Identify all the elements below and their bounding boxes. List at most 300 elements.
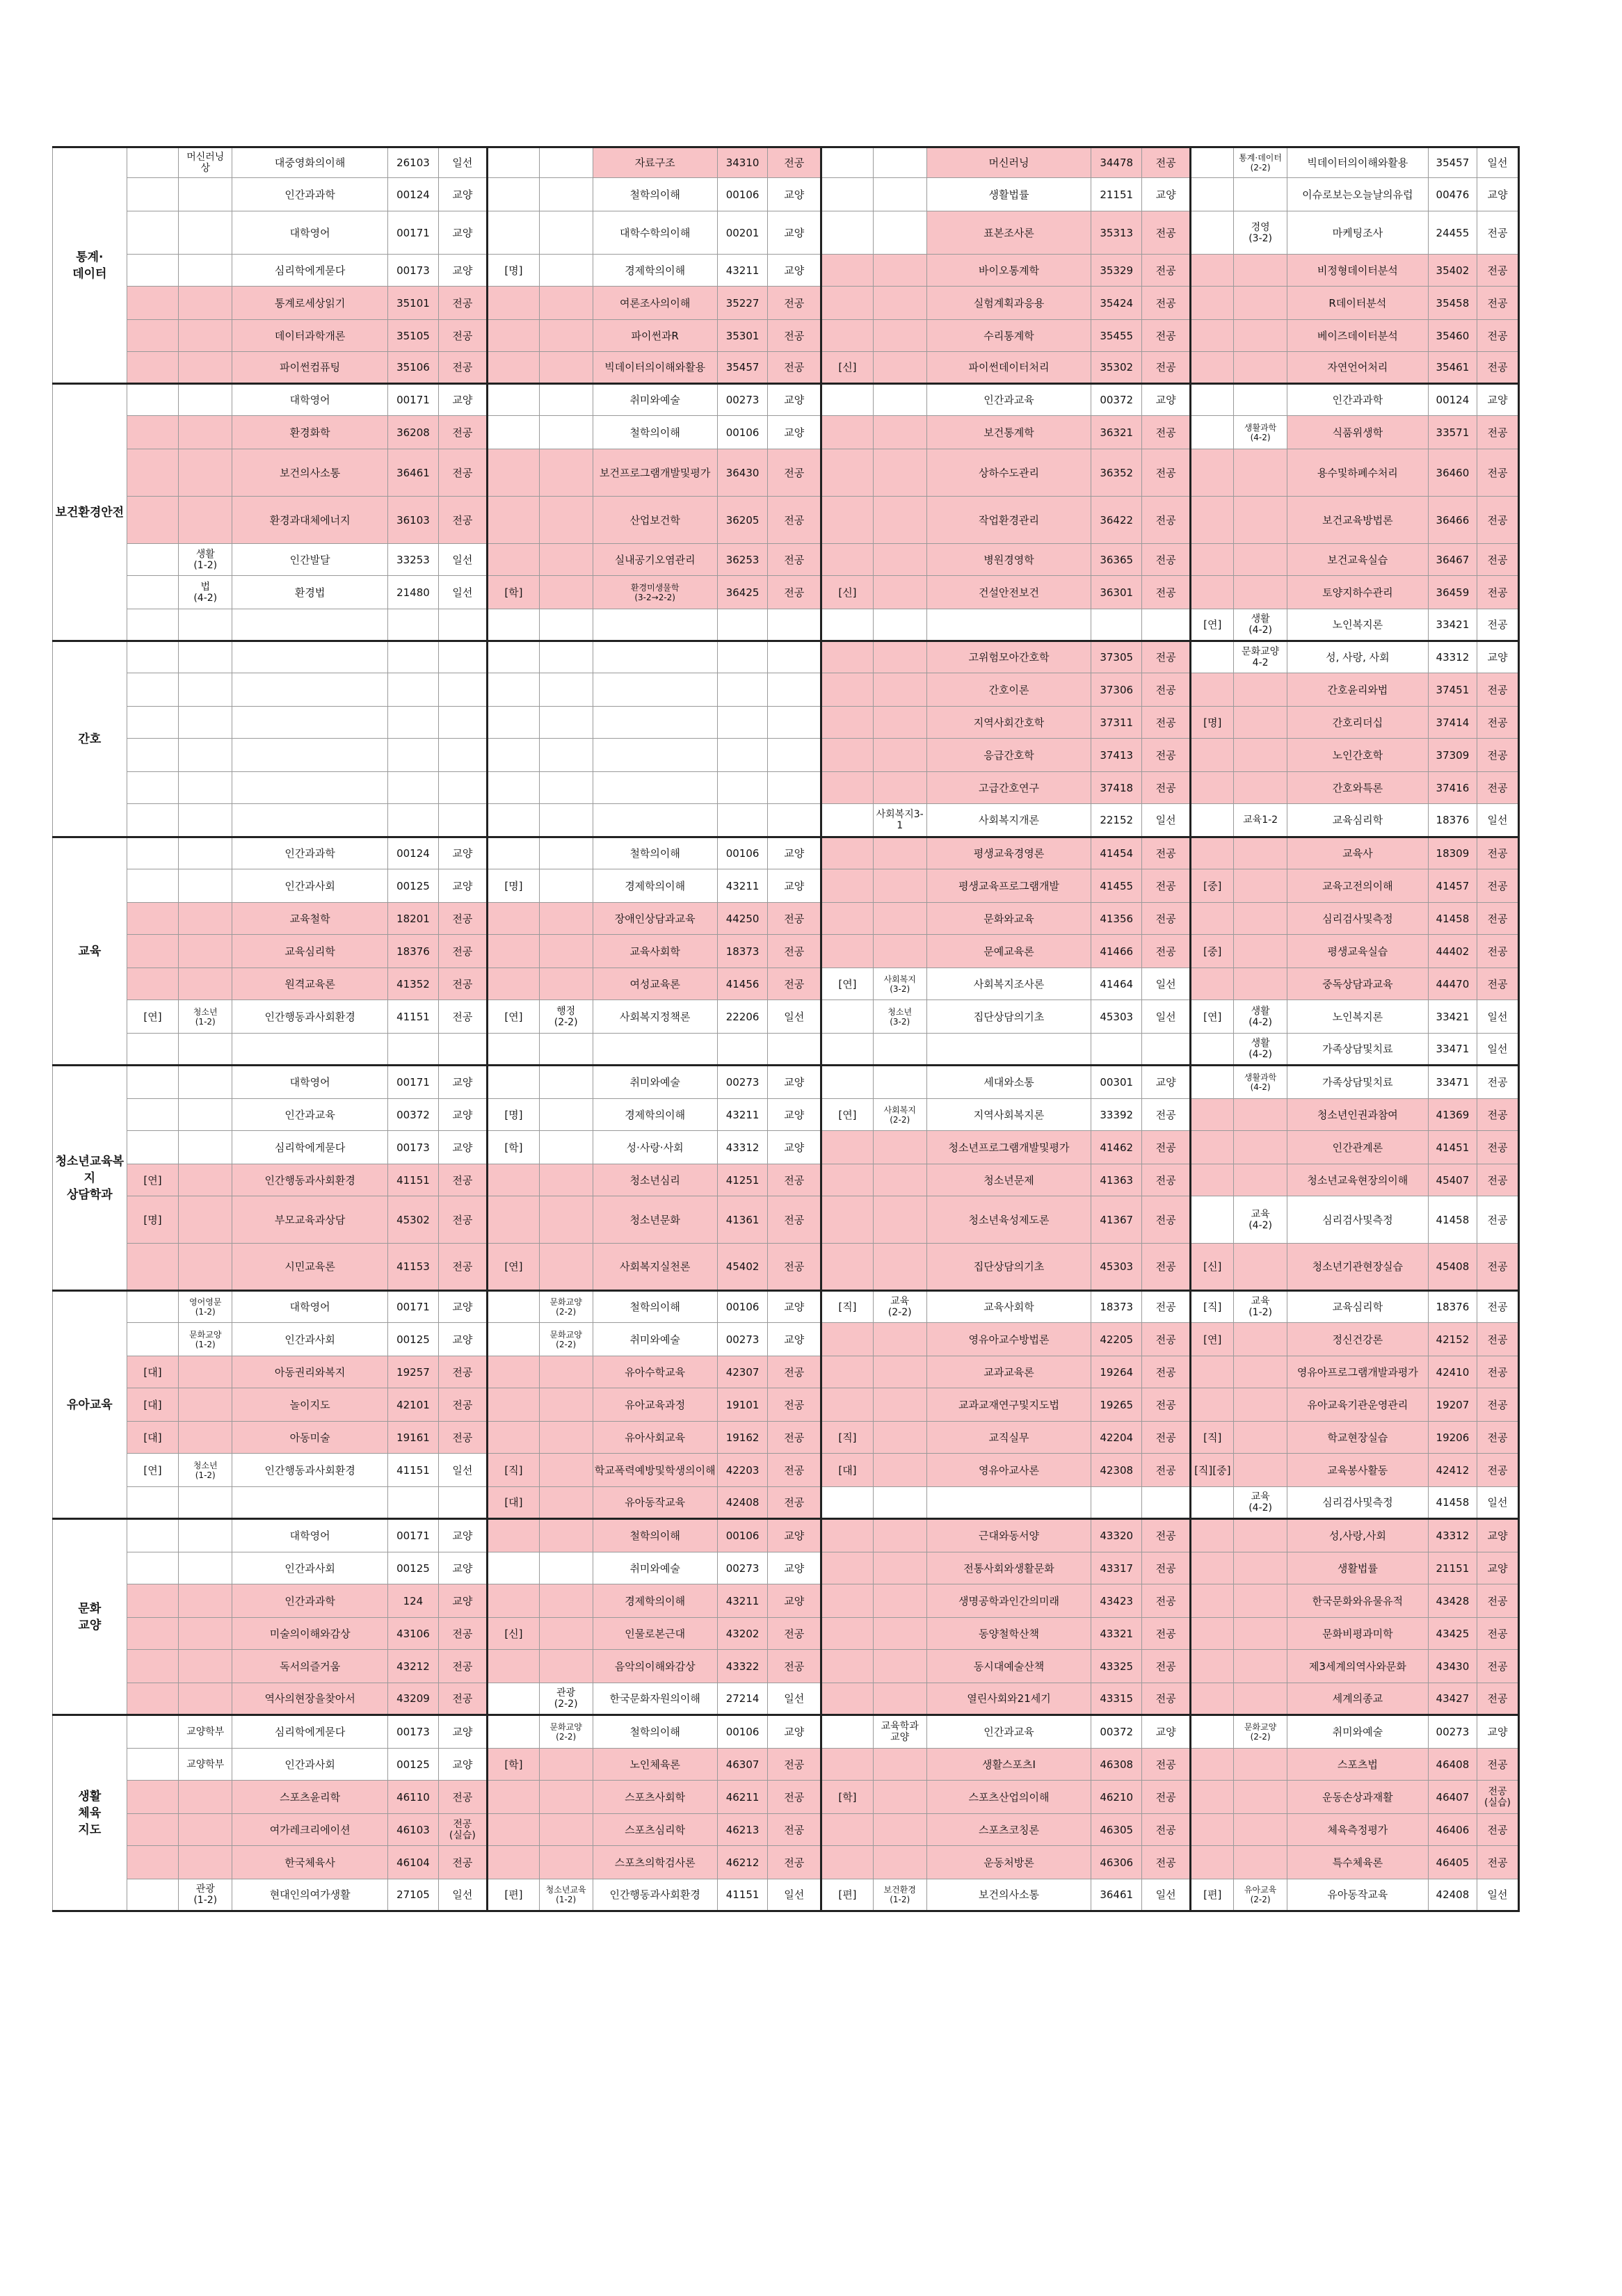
course-type-cell: 전공 [1141, 416, 1190, 449]
course-name-cell: 철학의이해 [593, 1291, 717, 1323]
tag-cell [821, 287, 874, 320]
course-name-cell: 시민교육론 [232, 1244, 388, 1291]
tag-cell [127, 1683, 179, 1715]
course-type-cell: 전공 [1477, 1066, 1519, 1099]
note-cell [1234, 1552, 1287, 1584]
course-name-cell: 집단상담의기초 [926, 1244, 1091, 1291]
course-code-cell: 35105 [388, 320, 439, 352]
course-code-cell: 37311 [1091, 707, 1142, 739]
tag-cell [821, 1196, 874, 1244]
note-cell [179, 1034, 232, 1066]
course-type-cell: 전공 [1141, 869, 1190, 903]
tag-cell [127, 255, 179, 287]
course-code-cell: 42408 [717, 1487, 768, 1519]
note-cell [873, 255, 926, 287]
course-type-cell: 전공 [1477, 1454, 1519, 1487]
course-type-cell: 전공 [438, 1244, 487, 1291]
course-type-cell: 전공 [768, 1814, 821, 1846]
course-type-cell: 전공 [1141, 1131, 1190, 1164]
note-cell [179, 1519, 232, 1552]
course-type-cell: 전공 [1141, 1552, 1190, 1584]
note-cell [873, 1618, 926, 1650]
course-type-cell: 전공 [1141, 935, 1190, 968]
course-code-cell: 36460 [1428, 449, 1477, 497]
course-code-cell: 36425 [717, 576, 768, 609]
note-cell: 교육 (4-2) [1234, 1487, 1287, 1519]
course-type-cell: 전공 (실습) [438, 1814, 487, 1846]
course-type-cell: 교양 [438, 1552, 487, 1584]
tag-cell [1191, 178, 1234, 211]
note-cell [1234, 1650, 1287, 1683]
course-code-cell: 35460 [1428, 320, 1477, 352]
course-type-cell: 교양 [438, 869, 487, 903]
course-name-cell: 인간과과학 [232, 837, 388, 869]
course-name-cell: 마케팅조사 [1287, 211, 1429, 255]
course-code-cell: 41361 [717, 1196, 768, 1244]
course-type-cell: 전공 [1141, 1388, 1190, 1422]
note-cell: 청소년교육 (1-2) [539, 1879, 593, 1911]
note-cell [873, 1814, 926, 1846]
tag-cell [127, 352, 179, 384]
tag-cell [127, 320, 179, 352]
course-name-cell: 심리학에게묻다 [232, 1131, 388, 1164]
note-cell [873, 497, 926, 544]
tag-cell [127, 449, 179, 497]
tag-cell [1191, 968, 1234, 1000]
course-type-cell: 일선 [438, 1454, 487, 1487]
course-type-cell [1141, 1487, 1190, 1519]
course-code-cell: 37414 [1428, 707, 1477, 739]
course-code-cell: 46103 [388, 1814, 439, 1846]
tag-cell [127, 935, 179, 968]
course-type-cell: 전공 [1477, 1388, 1519, 1422]
tag-cell [488, 1584, 540, 1618]
course-type-cell: 교양 [1141, 178, 1190, 211]
course-code-cell: 43427 [1428, 1683, 1477, 1715]
note-cell [539, 707, 593, 739]
course-type-cell: 일선 [1477, 1487, 1519, 1519]
note-cell [1234, 1244, 1287, 1291]
department-name: 유아교육 [53, 1291, 127, 1519]
tag-cell [1191, 1781, 1234, 1814]
course-code-cell: 36321 [1091, 416, 1142, 449]
note-cell [873, 707, 926, 739]
course-code-cell: 36253 [717, 544, 768, 576]
course-type-cell: 전공 [1141, 449, 1190, 497]
tag-cell [821, 1552, 874, 1584]
course-code-cell [717, 707, 768, 739]
course-code-cell [717, 673, 768, 707]
note-cell: 관광 (2-2) [539, 1683, 593, 1715]
course-name-cell: 교육사회학 [593, 935, 717, 968]
course-code-cell: 00273 [717, 1066, 768, 1099]
course-type-cell: 전공 [438, 287, 487, 320]
tag-cell [127, 287, 179, 320]
course-code-cell: 44470 [1428, 968, 1477, 1000]
course-type-cell: 전공 [1477, 772, 1519, 804]
course-code-cell [388, 804, 439, 837]
note-cell [179, 935, 232, 968]
note-cell: 교육 (4-2) [1234, 1196, 1287, 1244]
note-cell [179, 352, 232, 384]
course-code-cell: 00106 [717, 416, 768, 449]
course-code-cell: 35461 [1428, 352, 1477, 384]
course-type-cell: 일선 [438, 576, 487, 609]
table-row [53, 1781, 1519, 1814]
tag-cell [127, 147, 179, 178]
course-name-cell: 대학수학의이해 [593, 211, 717, 255]
tag-cell [127, 576, 179, 609]
note-cell [873, 1323, 926, 1356]
course-type-cell: 교양 [1477, 384, 1519, 416]
course-type-cell: 전공 [1477, 1618, 1519, 1650]
course-type-cell: 전공 [1477, 935, 1519, 968]
course-type-cell: 전공 [1141, 1683, 1190, 1715]
course-name-cell: 아동미술 [232, 1422, 388, 1454]
course-name-cell: 통계로세상읽기 [232, 287, 388, 320]
table-row [53, 1584, 1519, 1618]
course-type-cell: 일선 [1477, 804, 1519, 837]
note-cell [1234, 497, 1287, 544]
note-cell [179, 1244, 232, 1291]
note-cell [179, 1196, 232, 1244]
course-name-cell: 지역사회간호학 [926, 707, 1091, 739]
note-cell [1234, 1388, 1287, 1422]
course-name-cell: 특수체육론 [1287, 1846, 1429, 1879]
note-cell: 문화교양 (2-2) [539, 1291, 593, 1323]
course-code-cell: 43423 [1091, 1584, 1142, 1618]
note-cell [539, 1618, 593, 1650]
course-type-cell [768, 739, 821, 772]
table-row [53, 1131, 1519, 1164]
course-type-cell [438, 707, 487, 739]
note-cell [1234, 739, 1287, 772]
course-code-cell: 45303 [1091, 1244, 1142, 1291]
course-code-cell: 00201 [717, 211, 768, 255]
course-name-cell: 청소년기관현장실습 [1287, 1244, 1429, 1291]
note-cell [539, 673, 593, 707]
note-cell [539, 1196, 593, 1244]
course-code-cell: 42152 [1428, 1323, 1477, 1356]
tag-cell: [대] [821, 1454, 874, 1487]
course-name-cell: 문예교육론 [926, 935, 1091, 968]
course-type-cell: 일선 [768, 1000, 821, 1034]
tag-cell [488, 211, 540, 255]
tag-cell [127, 837, 179, 869]
course-code-cell: 00124 [388, 837, 439, 869]
course-code-cell: 41153 [388, 1244, 439, 1291]
course-type-cell: 전공 [768, 449, 821, 497]
tag-cell: [직] [821, 1291, 874, 1323]
course-code-cell: 46110 [388, 1781, 439, 1814]
course-code-cell: 21480 [388, 576, 439, 609]
tag-cell [821, 1650, 874, 1683]
course-name-cell: 인간과사회 [232, 1323, 388, 1356]
tag-cell: [신] [488, 1618, 540, 1650]
tag-cell [1191, 772, 1234, 804]
tag-cell [488, 1066, 540, 1099]
course-type-cell: 전공 [1141, 673, 1190, 707]
course-type-cell: 전공 [1477, 1650, 1519, 1683]
tag-cell: [명] [1191, 707, 1234, 739]
course-name-cell [593, 804, 717, 837]
course-type-cell: 전공 [768, 287, 821, 320]
note-cell [539, 1164, 593, 1196]
course-name-cell: 교과교재연구및지도법 [926, 1388, 1091, 1422]
course-name-cell: 세계의종교 [1287, 1683, 1429, 1715]
table-row [53, 320, 1519, 352]
course-code-cell [388, 772, 439, 804]
note-cell [539, 1356, 593, 1388]
course-code-cell: 00125 [388, 1323, 439, 1356]
tag-cell [488, 1164, 540, 1196]
course-type-cell: 전공 [1477, 576, 1519, 609]
note-cell [179, 903, 232, 935]
tag-cell [821, 147, 874, 178]
course-code-cell [717, 772, 768, 804]
course-name-cell: 영유아교수방법론 [926, 1323, 1091, 1356]
table-row [53, 837, 1519, 869]
course-code-cell: 46210 [1091, 1781, 1142, 1814]
note-cell [179, 1683, 232, 1715]
note-cell [539, 1552, 593, 1584]
note-cell [539, 416, 593, 449]
tag-cell [1191, 1131, 1234, 1164]
course-type-cell: 교양 [768, 837, 821, 869]
tag-cell: [직][중] [1191, 1454, 1234, 1487]
course-type-cell: 전공 [1477, 1196, 1519, 1244]
note-cell [1234, 1814, 1287, 1846]
course-type-cell: 전공 [768, 1196, 821, 1244]
table-row [53, 449, 1519, 497]
course-code-cell: 43325 [1091, 1650, 1142, 1683]
course-type-cell: 전공 [1141, 1846, 1190, 1879]
note-cell [873, 869, 926, 903]
course-code-cell: 36461 [1091, 1879, 1142, 1911]
note-cell [873, 837, 926, 869]
course-name-cell: 대학영어 [232, 1066, 388, 1099]
table-row [53, 1422, 1519, 1454]
course-code-cell: 42307 [717, 1356, 768, 1388]
course-name-cell: 인간관계론 [1287, 1131, 1429, 1164]
note-cell [1234, 772, 1287, 804]
note-cell [179, 178, 232, 211]
course-name-cell: 인간행동과사회환경 [232, 1000, 388, 1034]
course-name-cell: 여성교육론 [593, 968, 717, 1000]
course-name-cell: 스포츠코칭론 [926, 1814, 1091, 1846]
note-cell [873, 576, 926, 609]
course-name-cell: 식품위생학 [1287, 416, 1429, 449]
course-name-cell: 상하수도관리 [926, 449, 1091, 497]
note-cell [179, 211, 232, 255]
course-type-cell: 교양 [1477, 1519, 1519, 1552]
table-row [53, 255, 1519, 287]
course-type-cell: 교양 [768, 1131, 821, 1164]
course-code-cell: 33421 [1428, 1000, 1477, 1034]
course-name-cell: 원격교육론 [232, 968, 388, 1000]
course-name-cell: 동양철학산책 [926, 1618, 1091, 1650]
course-code-cell: 41457 [1428, 869, 1477, 903]
course-code-cell: 36466 [1428, 497, 1477, 544]
course-code-cell: 35227 [717, 287, 768, 320]
course-type-cell: 교양 [768, 1291, 821, 1323]
course-name-cell: 유아동작교육 [593, 1487, 717, 1519]
course-code-cell: 42205 [1091, 1323, 1142, 1356]
course-code-cell: 46305 [1091, 1814, 1142, 1846]
note-cell [873, 287, 926, 320]
note-cell [179, 968, 232, 1000]
tag-cell [1191, 1650, 1234, 1683]
course-type-cell: 일선 [1141, 1000, 1190, 1034]
note-cell: 생활 (1-2) [179, 544, 232, 576]
course-type-cell: 전공 [1141, 1519, 1190, 1552]
note-cell [873, 384, 926, 416]
note-cell [873, 1034, 926, 1066]
tag-cell: [학] [488, 576, 540, 609]
course-name-cell: 생활스포츠Ⅰ [926, 1749, 1091, 1781]
course-type-cell: 전공 [768, 935, 821, 968]
note-cell [1234, 449, 1287, 497]
course-type-cell: 전공 [1141, 211, 1190, 255]
course-name-cell [232, 641, 388, 673]
tag-cell [1191, 384, 1234, 416]
course-code-cell [388, 609, 439, 641]
tag-cell [488, 1291, 540, 1323]
note-cell [539, 1244, 593, 1291]
note-cell [1234, 1131, 1287, 1164]
course-type-cell: 전공 [438, 449, 487, 497]
note-cell [539, 1034, 593, 1066]
course-code-cell: 00124 [388, 178, 439, 211]
course-type-cell [438, 739, 487, 772]
course-type-cell: 전공 [438, 1000, 487, 1034]
note-cell: 교육 (1-2) [1234, 1291, 1287, 1323]
note-cell [873, 772, 926, 804]
course-name-cell: 인간과사회 [232, 869, 388, 903]
table-row [53, 1356, 1519, 1388]
course-type-cell: 전공 [1477, 968, 1519, 1000]
note-cell [179, 804, 232, 837]
tag-cell [127, 1487, 179, 1519]
course-type-cell: 전공 [1141, 287, 1190, 320]
tag-cell: [대] [127, 1422, 179, 1454]
tag-cell [1191, 1487, 1234, 1519]
tag-cell [127, 1749, 179, 1781]
course-type-cell: 전공 [1141, 1099, 1190, 1131]
course-name-cell [232, 1487, 388, 1519]
note-cell [539, 772, 593, 804]
note-cell [539, 903, 593, 935]
course-code-cell: 00173 [388, 1715, 439, 1749]
course-name-cell: 전통사회와생활문화 [926, 1552, 1091, 1584]
course-name-cell [593, 673, 717, 707]
course-name-cell [232, 739, 388, 772]
course-name-cell: 청소년심리 [593, 1164, 717, 1196]
note-cell [1234, 1356, 1287, 1388]
tag-cell [1191, 1164, 1234, 1196]
note-cell [873, 1131, 926, 1164]
course-name-cell: 작업환경관리 [926, 497, 1091, 544]
course-name-cell: 열린사회와21세기 [926, 1683, 1091, 1715]
tag-cell [488, 449, 540, 497]
course-name-cell: 집단상담의기초 [926, 1000, 1091, 1034]
course-name-cell: 취미와예술 [593, 384, 717, 416]
note-cell: 생활 (4-2) [1234, 1000, 1287, 1034]
course-type-cell: 전공 [1141, 352, 1190, 384]
course-name-cell: 스포츠산업의이해 [926, 1781, 1091, 1814]
note-cell [539, 1519, 593, 1552]
tag-cell [127, 1131, 179, 1164]
note-cell: 교육 (2-2) [873, 1291, 926, 1323]
note-cell [1234, 673, 1287, 707]
tag-cell [1191, 449, 1234, 497]
course-type-cell [438, 1034, 487, 1066]
course-type-cell: 전공 (실습) [1477, 1781, 1519, 1814]
note-cell [1234, 837, 1287, 869]
course-name-cell: 심리검사및측정 [1287, 1196, 1429, 1244]
course-type-cell: 전공 [438, 1356, 487, 1388]
note-cell [873, 1519, 926, 1552]
course-name-cell: 용수및하폐수처리 [1287, 449, 1429, 497]
course-name-cell: 간호와특론 [1287, 772, 1429, 804]
course-code-cell: 43317 [1091, 1552, 1142, 1584]
course-code-cell: 18309 [1428, 837, 1477, 869]
course-name-cell: 머신러닝 [926, 147, 1091, 178]
course-type-cell: 일선 [1477, 1879, 1519, 1911]
course-code-cell: 37418 [1091, 772, 1142, 804]
tag-cell [488, 1715, 540, 1749]
table-row [53, 1066, 1519, 1099]
course-type-cell: 전공 [768, 1454, 821, 1487]
course-name-cell: 영유아교사론 [926, 1454, 1091, 1487]
course-type-cell: 전공 [768, 903, 821, 935]
course-code-cell: 36301 [1091, 576, 1142, 609]
course-name-cell: 영유아프로그램개발과평가 [1287, 1356, 1429, 1388]
course-name-cell: 음악의이해와감상 [593, 1650, 717, 1683]
course-type-cell: 전공 [1477, 1422, 1519, 1454]
course-name-cell [232, 772, 388, 804]
course-type-cell: 전공 [1477, 287, 1519, 320]
note-cell: 문화교양 (1-2) [179, 1323, 232, 1356]
note-cell [1234, 352, 1287, 384]
course-name-cell: 현대인의여가생활 [232, 1879, 388, 1911]
tag-cell: [대] [127, 1356, 179, 1388]
tag-cell: [명] [488, 1099, 540, 1131]
note-cell [873, 1487, 926, 1519]
course-name-cell: 산업보건학 [593, 497, 717, 544]
course-name-cell: 유아수학교육 [593, 1356, 717, 1388]
note-cell [1234, 1749, 1287, 1781]
course-code-cell: 26103 [388, 147, 439, 178]
course-code-cell: 45402 [717, 1244, 768, 1291]
course-type-cell: 전공 [1477, 497, 1519, 544]
course-name-cell: 교육철학 [232, 903, 388, 935]
note-cell: 법 (4-2) [179, 576, 232, 609]
course-name-cell: 병원경영학 [926, 544, 1091, 576]
table-row [53, 497, 1519, 544]
course-code-cell: 43312 [1428, 1519, 1477, 1552]
course-type-cell [768, 673, 821, 707]
note-cell [1234, 1683, 1287, 1715]
course-name-cell: 인간과사회 [232, 1749, 388, 1781]
tag-cell [488, 609, 540, 641]
course-name-cell: 표본조사론 [926, 211, 1091, 255]
course-name-cell: 여론조사의이해 [593, 287, 717, 320]
note-cell [873, 1683, 926, 1715]
course-type-cell: 교양 [768, 1323, 821, 1356]
note-cell [1234, 1781, 1287, 1814]
course-name-cell: 철학의이해 [593, 1519, 717, 1552]
